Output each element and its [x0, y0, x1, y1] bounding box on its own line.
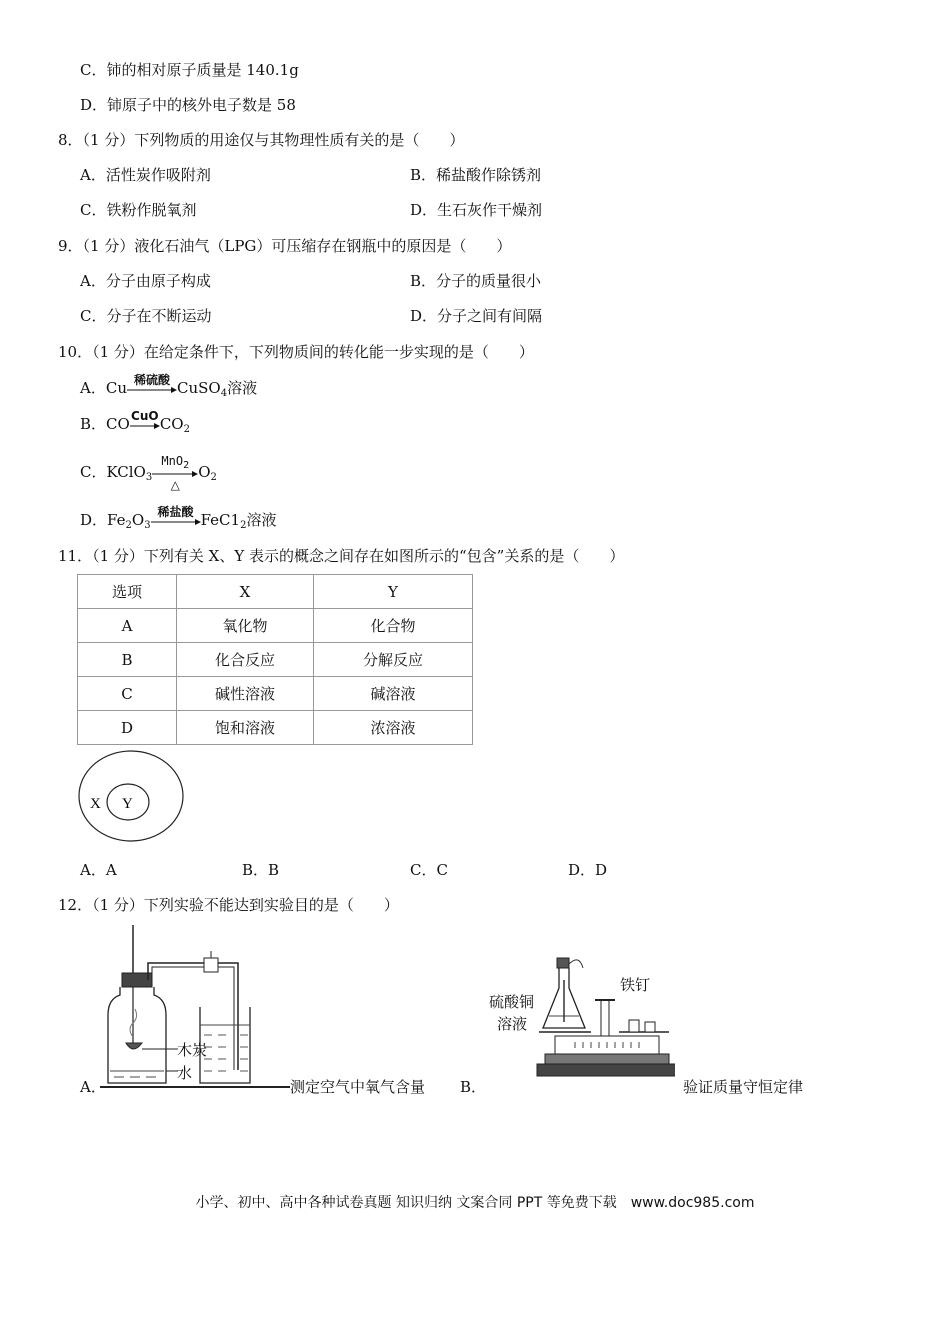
q10-option-d [80, 505, 277, 536]
table-header-row [78, 575, 473, 609]
q10-a-from: Cu [105, 379, 127, 397]
q9-option-b: B．分子的质量很小 [410, 272, 542, 290]
q10-c-cond-sub: 2 [183, 460, 190, 471]
q11-option-a: A．A [80, 861, 117, 879]
balance-apparatus [535, 950, 675, 1090]
diagram-label-x: X [90, 796, 101, 812]
table-cell: A [78, 609, 177, 643]
q10-d-cond: 稀盐酸 [157, 505, 194, 519]
diagram-label-y: Y [122, 796, 133, 812]
q12-b-caption: 验证质量守恒定律 [683, 1078, 804, 1096]
table-cell: 氧化物 [177, 609, 314, 643]
table-row [78, 609, 473, 643]
table-cell: 碱性溶液 [177, 677, 314, 711]
q9-option-d: D．分子之间有间隔 [410, 307, 543, 325]
right-arrow-icon [151, 519, 201, 525]
q9-option-c: C．分子在不断运动 [80, 307, 212, 325]
q10-d-to-sub: 2 [240, 520, 247, 531]
table-cell: C [78, 677, 177, 711]
q10-a-to-sub: 4 [220, 388, 228, 399]
q10-d-from-sub2: 3 [144, 520, 151, 531]
q12-a-label: A． [80, 1078, 106, 1096]
q10-b-arrow [130, 409, 160, 435]
q10-c-from: KClO [106, 463, 146, 481]
q10-b-to: CO [159, 415, 184, 433]
q7-option-d: D．铈原子中的核外电子数是 58 [80, 96, 296, 114]
q10-option-c [80, 454, 217, 492]
q10-stem: 10．（1 分）在给定条件下，下列物质间的转化能一步实现的是（ ） [58, 343, 534, 361]
q11-option-c: C．C [410, 861, 448, 879]
q10-d-from: Fe [107, 511, 126, 529]
q10-c-to: O [198, 463, 211, 481]
table-row [78, 711, 473, 745]
q10-c-cond-below: △ [170, 478, 180, 492]
q10-d-to: FeC1 [200, 511, 241, 529]
q10-option-a [80, 373, 258, 404]
q8-option-a: A．活性炭作吸附剂 [80, 166, 211, 184]
q10-d-label: D． [80, 511, 108, 529]
q10-b-cond: CuO [131, 409, 159, 423]
inclusion-diagram [76, 748, 186, 844]
table-cell: 饱和溶液 [177, 711, 314, 745]
q10-c-label: C． [80, 463, 107, 481]
table-row [78, 643, 473, 677]
table-header-cell: Y [314, 575, 473, 609]
label-charcoal: 木炭 [177, 1041, 208, 1059]
q10-a-cond: 稀硫酸 [133, 373, 170, 387]
q10-option-b [80, 409, 190, 440]
q10-a-arrow [127, 373, 177, 399]
q10-b-from: CO [106, 415, 130, 433]
oxygen-content-apparatus [100, 925, 290, 1095]
table-cell: 浓溶液 [314, 711, 473, 745]
q8-stem: 8．（1 分）下列物质的用途仅与其物理性质有关的是（ ） [58, 131, 465, 149]
q10-d-arrow [151, 505, 201, 531]
q10-c-arrow [152, 454, 198, 492]
table-cell: D [78, 711, 177, 745]
q11-table [77, 574, 473, 745]
q10-a-to: CuSO [176, 379, 221, 397]
q9-stem: 9．（1 分）液化石油气（LPG）可压缩存在钢瓶中的原因是（ ） [58, 237, 512, 255]
table-cell: B [78, 643, 177, 677]
table-cell: 化合反应 [177, 643, 314, 677]
q10-a-to-tail: 溶液 [227, 379, 258, 397]
q8-option-d: D．生石灰作干燥剂 [410, 201, 543, 219]
q9-option-a: A．分子由原子构成 [80, 272, 211, 290]
q8-option-c: C．铁粉作脱氧剂 [80, 201, 197, 219]
q10-a-label: A． [80, 379, 106, 397]
table-cell: 化合物 [314, 609, 473, 643]
q10-b-to-sub: 2 [183, 424, 190, 435]
table-header-cell: 选项 [78, 575, 177, 609]
q10-d-from-sub1: 2 [125, 520, 132, 531]
label-solution-2: 溶液 [497, 1015, 528, 1033]
q11-option-b: B．B [242, 861, 280, 879]
table-row [78, 677, 473, 711]
q10-d-from-mid: O [131, 511, 145, 529]
q7-option-c: C．铈的相对原子质量是 140.1g [80, 61, 299, 79]
table-cell: 碱溶液 [314, 677, 473, 711]
q11-option-d: D．D [568, 861, 608, 879]
q10-b-label: B． [80, 415, 107, 433]
page-footer: 小学、初中、高中各种试卷真题 知识归纳 文案合同 PPT 等免费下载 www.doc985.com [195, 1195, 755, 1211]
label-solution-1: 硫酸铜 [489, 993, 535, 1011]
q10-c-to-sub: 2 [210, 472, 217, 483]
q11-stem: 11．（1 分）下列有关 X、Y 表示的概念之间存在如图所示的“包含”关系的是（ ） [58, 547, 625, 565]
q12-stem: 12．（1 分）下列实验不能达到实验目的是（ ） [58, 896, 399, 914]
q10-d-to-tail: 溶液 [246, 511, 277, 529]
q10-c-from-sub: 3 [145, 472, 153, 483]
q10-c-cond-main: MnO [161, 454, 184, 468]
right-arrow-icon [130, 423, 160, 429]
q12-b-label: B． [460, 1078, 487, 1096]
label-nail: 铁钉 [620, 976, 651, 994]
table-cell: 分解反应 [314, 643, 473, 677]
label-water: 水 [177, 1064, 193, 1082]
table-header-cell: X [177, 575, 314, 609]
q12-a-caption: 测定空气中氧气含量 [290, 1078, 426, 1096]
right-arrow-icon [127, 387, 177, 393]
right-arrow-icon [152, 471, 198, 477]
q8-option-b: B．稀盐酸作除锈剂 [410, 166, 542, 184]
